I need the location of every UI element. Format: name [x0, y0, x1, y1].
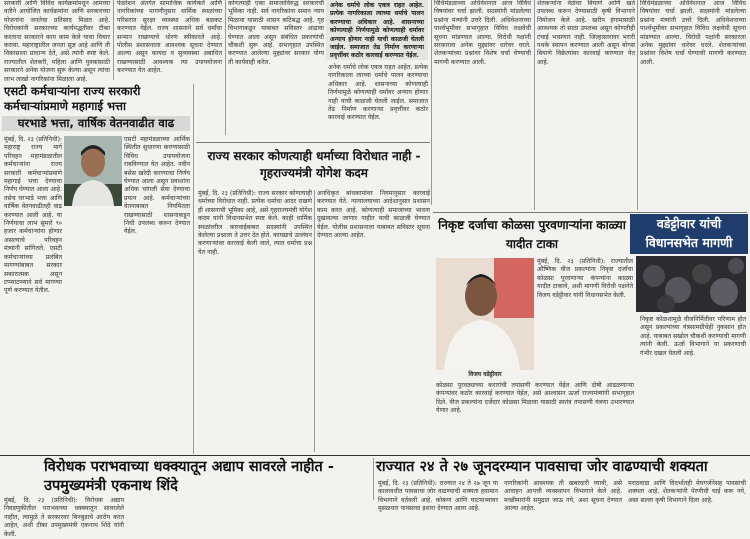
rain-body-2: नागरिकांनी आवश्यक ती खबरदारी घ्यावी, असे आवाहन आपत्ती व्यवस्थापन विभागाने केले आहे. मच्छीमारांनी समुद्रात जाऊ नये, अशा सूचना देण्यात आल्या आहेत. [504, 480, 622, 513]
coal-headline: निकृष्ट दर्जाचा कोळसा पुरवणाऱ्यांना काळ्या यादीत टाका [438, 218, 626, 251]
rain-body-3: मराठवाडा आणि विदर्भातही मेघगर्जनेसह पावसाची शक्यता आहे. शेतकऱ्यांनी पेरणीची घाई करू नये, असा सल्ला कृषी विभागाने दिला आहे. [628, 480, 746, 504]
column-divider [373, 458, 374, 500]
column-divider [314, 190, 315, 452]
minister-photo [64, 136, 122, 206]
column-top-4: अनेक धर्माचे लोक एकत्र राहत आहेत. प्रत्येक नागरिकाला त्याच्या धर्माचे पालन करण्याचा अधिकार आहे. शासनाच्या कोणत्याही निर्णयामुळे कोणत्याही धर्मावर अन्याय होणार नाही याची काळजी घेतली जाईल. समाजात तेढ निर्माण करणाऱ्या प्रवृत्तींवर कठोर कारवाई करण्यात येईल. [328, 64, 428, 122]
column-divider [534, 0, 535, 210]
vadettiwar-photo [436, 258, 534, 370]
column-top-2: फेडरेशन अंतर्गत सामाजिक कार्यकर्ते आणि नागरिकांच्या मागणीनुसार धार्मिक स्थळांच्या परिसरात सुरक्षा व्यवस्था अधिक बळकट करण्यात येईल. राज्य शासनाने सर्व धर्मांचा सन्मान राखण्याचे धोरण स्वीकारले आहे. पोलीस प्रशासनाला आवश्यक सूचना देण्यात आल्या असून कायदा व सुव्यवस्था अबाधित राखण्यासाठी आवश्यक त्या उपाययोजना करण्यात येत आहेत. [117, 0, 222, 75]
column-top-7: विधिमंडळाच्या अधिवेशनात आज विविध विषयांवर चर्चा झाली. सदस्यांनी मांडलेल्या प्रश्नांना मंत्र्यांनी उत्तरे दिली. अधिवेशनाच्या पार्श्वभूमीवर सभागृहात विविध लक्षवेधी सूचना मांडण्यात आल्या. विरोधी पक्षांनी सरकारला अनेक मुद्द्यांवर धारेवर धरले. शेतकऱ्यांच्या प्रश्नांवर विशेष चर्चा घेण्याची मागणी करण्यात आली. [640, 0, 746, 66]
person-icon [436, 258, 534, 370]
secular-body-1: मुंबई, दि. २३ (प्रतिनिधी): राज्य सरकार कोणत्याही धर्माच्या विरोधात नाही. प्रत्येक धर्माचा आदर राखणे ही शासनाची भूमिका आहे, असे गृहराज्यमंत्री योगेश कदम यांनी विधानसभेत स्पष्ट केले. काही धार्मिक स्थळांवरील कारवाईबाबत सदस्यांनी उपस्थित केलेल्या प्रश्नाला ते उत्तर देत होते. कायद्याचे उल्लंघन करणाऱ्यांवर कारवाई केली जाते, त्यात धर्माचा प्रश्न येत नाही. [198, 190, 312, 256]
column-divider [113, 0, 114, 80]
column-top-6: शेतकऱ्यांना वेळेवर बियाणे आणि खते उपलब्ध करून देण्यासाठी कृषी विभागाने नियोजन केले आहे. खरीप हंगामासाठी आवश्यक तो साठा उपलब्ध असून कोणतीही टंचाई भासणार नाही. जिल्हास्तरावर भरारी पथके स्थापन करण्यात आली असून बोगस बियाणे विक्रेत्यांवर कारवाई करण्यात येत आहे. [537, 0, 635, 66]
st-workers-body-1: मुंबई, दि. २३ (प्रतिनिधी): महाराष्ट्र राज्य मार्ग परिवहन महामंडळातील कर्मचाऱ्यांना राज्य सरकारी कर्मचाऱ्यांप्रमाणे महागाई भत्ता देण्याचा निर्णय घेण्यात आला आहे. तसेच घरभाडे भत्ता आणि वार्षिक वेतनवाढीतही वाढ करण्यात आली आहे. या निर्णयाचा लाभ सुमारे ९० हजार कर्मचाऱ्यांना होणार असल्याचे परिवहन मंत्र्यांनी सांगितले. एसटी कर्मचाऱ्यांच्या प्रलंबित मागण्यांबाबत सरकार सकारात्मक असून टप्प्याटप्प्याने सर्व मागण्या पूर्ण करण्यात येतील. [4, 136, 63, 295]
rain-headline: राज्यात २४ ते २७ जूनदरम्यान पावसाचा जोर वाढण्याची शक्यता [376, 459, 708, 475]
column-divider [431, 0, 432, 205]
coal-body-3: कोळसा पुरवठ्याच्या करारांची तपासणी करण्यात येईल आणि दोषी आढळणाऱ्या कंपन्यांवर कठोर कारवाई करण्यात येईल, असे आश्वासन ऊर्जा राज्यमंत्र्यांनी सभागृहात दिले. वीज प्रकल्पांना दर्जेदार कोळसा मिळावा यासाठी स्वतंत्र तपासणी यंत्रणा उभारण्यात येणार आहे. [436, 382, 634, 415]
section-divider [196, 142, 430, 143]
st-workers-subheadline: घरभाडे भत्ता, वार्षिक वेतनवाढीत वाढ [2, 116, 190, 131]
section-divider [433, 212, 747, 213]
column-top-1: सरकारी आणि विविध कार्यक्रमांमधून आमच्या वतीने आयोजित कार्यक्रमांना आणि सरकारच्या योजनांना जनतेचा प्रतिसाद मिळत आहे. विरोधकांनी सरकारच्या कार्यपद्धतीवर टीका करताना सरकारने काय काम केले याचा विचार करावा. महाराष्ट्रातील जनता सुज्ञ आहे आणि ती विकासाला प्राधान्य देते, असे त्यांनी स्पष्ट केले. राज्यातील शेतकरी, महिला आणि युवकांसाठी सरकारने अनेक योजना सुरू केल्या असून त्यांचा लाभ लाखो नागरिकांना मिळाला आहे. [4, 0, 110, 83]
coal-body-2: निकृष्ट कोळशामुळे वीजनिर्मितीवर परिणाम होत असून प्रकल्पांच्या यंत्रसामग्रीचेही नुकसान होत आहे. याबाबत सखोल चौकशी करण्याची मागणी त्यांनी केली. ऊर्जा विभागाने या प्रकरणाची गंभीर दखल घेतली आहे. [640, 316, 746, 357]
opposition-body-1: मुंबई, दि. २३ (प्रतिनिधी): विरोधक अद्याप निवडणुकीतील पराभवाच्या धक्क्यातून सावरलेले नाहीत, त्यामुळे ते सरकारवर बिनबुडाचे आरोप करत आहेत, अशी टीका उपमुख्यमंत्री एकनाथ शिंदे यांनी केली. [4, 497, 124, 538]
rain-body-1: मुंबई, दि. २३ (प्रतिनिधी): राज्यात २४ ते २७ जून या कालावधीत पावसाचा जोर वाढण्याची शक्यता हवामान विभागाने वर्तवली आहे. कोकण आणि घाटमाथ्यावर मुसळधार पावसाचा इशारा देण्यात आला आहे. [378, 480, 498, 513]
coal-image-icon [636, 256, 746, 312]
secular-headline: राज्य सरकार कोणत्याही धर्माच्या विरोधात नाही - गृहराज्यमंत्री योगेश कदम [207, 149, 421, 180]
highlight-text: अनेक धर्माचे लोक एकत्र राहत आहेत. प्रत्येक नागरिकाला त्याच्या धर्माचे पालन करण्याचा अधिकार आहे. शासनाच्या कोणत्याही निर्णयामुळे कोणत्याही धर्मावर अन्याय होणार नाही याची काळजी घेतली जाईल. समाजात तेढ निर्माण करणाऱ्या प्रवृत्तींवर कठोर कारवाई करण्यात येईल. [330, 2, 424, 60]
vadettiwar-headline: वडेट्टीवार यांची विधानसभेत मागणी [630, 214, 748, 254]
coal-photo [636, 256, 746, 312]
highlight-box [326, 0, 428, 60]
st-workers-body-2: एसटी महामंडळाच्या आर्थिक स्थितीत सुधारणा करण्यासाठी विविध उपाययोजना राबविण्यात येत आहेत. नवीन बसेस खरेदी करण्याचा निर्णय घेण्यात आला असून प्रवाशांना अधिक चांगली सेवा देण्याचा प्रयत्न आहे. कर्मचाऱ्यांच्या वेतनाबाबत नियमितता राखण्यासाठी शासनाकडून निधी उपलब्ध करून देण्यात येईल. [124, 136, 190, 236]
secular-body-2: अनधिकृत बांधकामांवर नियमानुसार कारवाई करण्यात येते. न्यायालयाच्या आदेशानुसार प्रशासन काम करत आहे. कोणत्याही समाजाच्या भावना दुखावल्या जाणार नाहीत याची काळजी घेण्यात येईल. पोलीस प्रशासनाला याबाबत सविस्तर सूचना देण्यात आल्या आहेत. [317, 190, 430, 240]
column-divider [225, 0, 226, 135]
coal-body-1: मुंबई, दि. २३ (प्रतिनिधी): राज्यातील औष्णिक वीज प्रकल्पांना निकृष्ट दर्जाचा कोळसा पुरवणाऱ्या कंपन्यांना काळ्या यादीत टाकावे, अशी मागणी विरोधी पक्षनेते विजय वडेट्टीवार यांनी विधानसभेत केली. [537, 258, 633, 299]
column-divider [193, 84, 194, 454]
column-top-3: कोणत्याही एका समाजाविरुद्ध सरकारची भूमिका नाही. सर्व नागरिकांना समान न्याय मिळावा यासाठी शासन कटिबद्ध आहे. गृह विभागाकडून याबाबत सविस्तर आढावा घेण्यात आला असून संबंधित प्रकरणांची चौकशी सुरू आहे. सभागृहात उपस्थित करण्यात आलेल्या मुद्द्यांवर सरकार योग्य ती कार्यवाही करेल. [228, 0, 324, 66]
st-workers-headline: एसटी कर्मचाऱ्यांना राज्य सरकारी कर्मचाऱ्यांप्रमाणे महागाई भत्ता [4, 84, 141, 113]
vadettiwar-photo-caption: विजय वडेट्टीवार [468, 371, 502, 378]
person-icon [64, 136, 122, 206]
opposition-headline: विरोधक पराभवाच्या धक्क्यातून अद्याप सावरले नाहीत - उपमुख्यमंत्री एकनाथ शिंदे [44, 459, 334, 494]
column-top-5: विधिमंडळाच्या अधिवेशनात आज विविध विषयांवर चर्चा झाली. सदस्यांनी मांडलेल्या प्रश्नांना मंत्र्यांनी उत्तरे दिली. अधिवेशनाच्या पार्श्वभूमीवर सभागृहात विविध लक्षवेधी सूचना मांडण्यात आल्या. विरोधी पक्षांनी सरकारला अनेक मुद्द्यांवर धारेवर धरले. शेतकऱ्यांच्या प्रश्नांवर विशेष चर्चा घेण्याची मागणी करण्यात आली. [434, 0, 531, 66]
section-divider [0, 455, 750, 456]
column-divider [637, 0, 638, 210]
